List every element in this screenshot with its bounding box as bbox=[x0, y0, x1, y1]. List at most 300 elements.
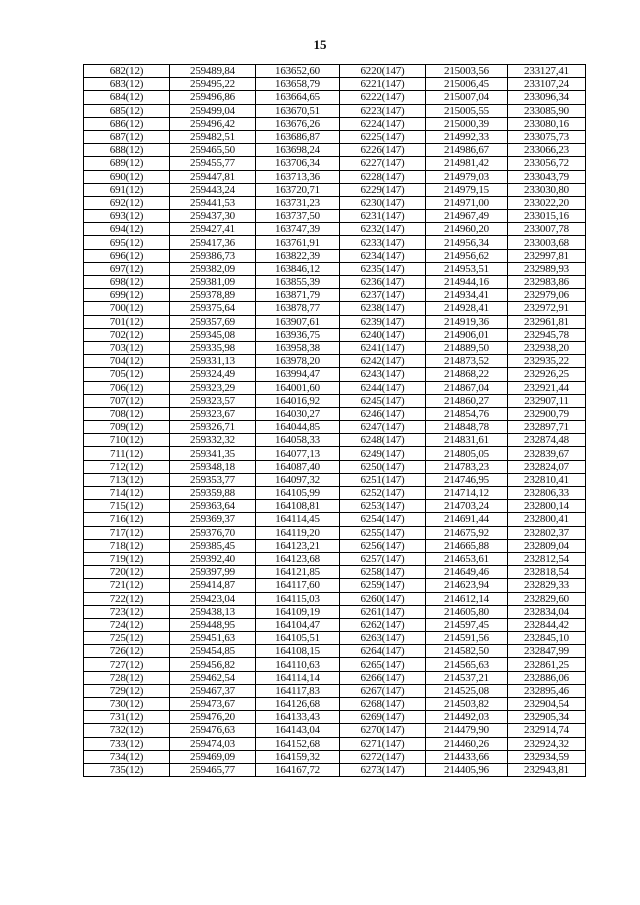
table-row bbox=[84, 526, 586, 539]
point-id-left-cell: 685(12) bbox=[84, 104, 170, 117]
x-coord-left-cell: 259473,67 bbox=[170, 698, 256, 711]
table-row bbox=[84, 262, 586, 275]
x-coord-right-cell: 214703,24 bbox=[426, 500, 508, 513]
point-id-left-cell: 699(12) bbox=[84, 289, 170, 302]
x-coord-left-cell: 259467,37 bbox=[170, 684, 256, 697]
y-coord-left-cell: 163698,24 bbox=[256, 144, 340, 157]
y-coord-right-cell: 233127,41 bbox=[508, 65, 586, 78]
x-coord-left-cell: 259447,81 bbox=[170, 170, 256, 183]
y-coord-left-cell: 163713,36 bbox=[256, 170, 340, 183]
y-coord-left-cell: 163670,51 bbox=[256, 104, 340, 117]
x-coord-left-cell: 259454,85 bbox=[170, 645, 256, 658]
y-coord-left-cell: 164097,32 bbox=[256, 473, 340, 486]
table-row bbox=[84, 368, 586, 381]
point-id-left-cell: 697(12) bbox=[84, 262, 170, 275]
table-row bbox=[84, 447, 586, 460]
x-coord-left-cell: 259499,04 bbox=[170, 104, 256, 117]
x-coord-left-cell: 259323,67 bbox=[170, 407, 256, 420]
y-coord-left-cell: 163978,20 bbox=[256, 355, 340, 368]
table-row bbox=[84, 302, 586, 315]
x-coord-left-cell: 259414,87 bbox=[170, 579, 256, 592]
point-id-right-cell: 6260(147) bbox=[340, 592, 426, 605]
y-coord-right-cell: 233043,79 bbox=[508, 170, 586, 183]
y-coord-left-cell: 163822,39 bbox=[256, 249, 340, 262]
point-id-right-cell: 6251(147) bbox=[340, 473, 426, 486]
x-coord-right-cell: 214944,16 bbox=[426, 276, 508, 289]
table-row bbox=[84, 196, 586, 209]
point-id-left-cell: 688(12) bbox=[84, 144, 170, 157]
y-coord-right-cell: 232934,59 bbox=[508, 750, 586, 763]
point-id-left-cell: 734(12) bbox=[84, 750, 170, 763]
y-coord-right-cell: 232979,06 bbox=[508, 289, 586, 302]
table-row bbox=[84, 78, 586, 91]
point-id-left-cell: 704(12) bbox=[84, 355, 170, 368]
table-row bbox=[84, 513, 586, 526]
point-id-left-cell: 714(12) bbox=[84, 487, 170, 500]
x-coord-right-cell: 214967,49 bbox=[426, 210, 508, 223]
y-coord-left-cell: 163994,47 bbox=[256, 368, 340, 381]
table-row bbox=[84, 170, 586, 183]
point-id-left-cell: 728(12) bbox=[84, 671, 170, 684]
point-id-left-cell: 733(12) bbox=[84, 737, 170, 750]
table-row bbox=[84, 223, 586, 236]
point-id-left-cell: 695(12) bbox=[84, 236, 170, 249]
point-id-right-cell: 6263(147) bbox=[340, 632, 426, 645]
y-coord-left-cell: 164077,13 bbox=[256, 447, 340, 460]
point-id-right-cell: 6262(147) bbox=[340, 618, 426, 631]
x-coord-right-cell: 214889,50 bbox=[426, 341, 508, 354]
y-coord-right-cell: 232935,22 bbox=[508, 355, 586, 368]
y-coord-right-cell: 232945,78 bbox=[508, 328, 586, 341]
point-id-left-cell: 690(12) bbox=[84, 170, 170, 183]
point-id-right-cell: 6243(147) bbox=[340, 368, 426, 381]
x-coord-right-cell: 214868,22 bbox=[426, 368, 508, 381]
y-coord-right-cell: 232961,81 bbox=[508, 315, 586, 328]
y-coord-right-cell: 232800,14 bbox=[508, 500, 586, 513]
y-coord-right-cell: 232812,54 bbox=[508, 552, 586, 565]
x-coord-left-cell: 259326,71 bbox=[170, 421, 256, 434]
x-coord-right-cell: 214928,41 bbox=[426, 302, 508, 315]
x-coord-left-cell: 259495,22 bbox=[170, 78, 256, 91]
y-coord-left-cell: 164044,85 bbox=[256, 421, 340, 434]
y-coord-right-cell: 232914,74 bbox=[508, 724, 586, 737]
point-id-right-cell: 6234(147) bbox=[340, 249, 426, 262]
x-coord-right-cell: 214714,12 bbox=[426, 487, 508, 500]
point-id-right-cell: 6247(147) bbox=[340, 421, 426, 434]
point-id-right-cell: 6255(147) bbox=[340, 526, 426, 539]
x-coord-right-cell: 214605,80 bbox=[426, 605, 508, 618]
x-coord-left-cell: 259397,99 bbox=[170, 566, 256, 579]
point-id-right-cell: 6222(147) bbox=[340, 91, 426, 104]
x-coord-left-cell: 259341,35 bbox=[170, 447, 256, 460]
x-coord-right-cell: 214537,21 bbox=[426, 671, 508, 684]
y-coord-right-cell: 233096,34 bbox=[508, 91, 586, 104]
table-row bbox=[84, 117, 586, 130]
point-id-left-cell: 710(12) bbox=[84, 434, 170, 447]
x-coord-left-cell: 259369,37 bbox=[170, 513, 256, 526]
y-coord-right-cell: 233007,78 bbox=[508, 223, 586, 236]
table-row bbox=[84, 328, 586, 341]
x-coord-left-cell: 259448,95 bbox=[170, 618, 256, 631]
x-coord-left-cell: 259476,20 bbox=[170, 711, 256, 724]
y-coord-left-cell: 164114,14 bbox=[256, 671, 340, 684]
y-coord-right-cell: 232972,91 bbox=[508, 302, 586, 315]
x-coord-left-cell: 259376,70 bbox=[170, 526, 256, 539]
table-row bbox=[84, 500, 586, 513]
x-coord-right-cell: 214956,34 bbox=[426, 236, 508, 249]
point-id-right-cell: 6272(147) bbox=[340, 750, 426, 763]
table-row bbox=[84, 421, 586, 434]
y-coord-left-cell: 163706,34 bbox=[256, 157, 340, 170]
x-coord-right-cell: 214960,20 bbox=[426, 223, 508, 236]
x-coord-left-cell: 259335,98 bbox=[170, 341, 256, 354]
x-coord-right-cell: 214953,51 bbox=[426, 262, 508, 275]
point-id-right-cell: 6257(147) bbox=[340, 552, 426, 565]
point-id-right-cell: 6248(147) bbox=[340, 434, 426, 447]
x-coord-left-cell: 259469,09 bbox=[170, 750, 256, 763]
point-id-left-cell: 684(12) bbox=[84, 91, 170, 104]
table-row bbox=[84, 91, 586, 104]
y-coord-left-cell: 163686,87 bbox=[256, 130, 340, 143]
x-coord-right-cell: 214873,52 bbox=[426, 355, 508, 368]
x-coord-right-cell: 214479,90 bbox=[426, 724, 508, 737]
point-id-right-cell: 6264(147) bbox=[340, 645, 426, 658]
x-coord-left-cell: 259451,63 bbox=[170, 632, 256, 645]
point-id-right-cell: 6239(147) bbox=[340, 315, 426, 328]
point-id-right-cell: 6256(147) bbox=[340, 539, 426, 552]
x-coord-right-cell: 214979,15 bbox=[426, 183, 508, 196]
point-id-right-cell: 6233(147) bbox=[340, 236, 426, 249]
point-id-left-cell: 712(12) bbox=[84, 460, 170, 473]
y-coord-right-cell: 232943,81 bbox=[508, 763, 586, 776]
y-coord-left-cell: 164143,04 bbox=[256, 724, 340, 737]
point-id-left-cell: 687(12) bbox=[84, 130, 170, 143]
y-coord-left-cell: 163747,39 bbox=[256, 223, 340, 236]
x-coord-left-cell: 259353,77 bbox=[170, 473, 256, 486]
x-coord-right-cell: 214612,14 bbox=[426, 592, 508, 605]
y-coord-left-cell: 164108,81 bbox=[256, 500, 340, 513]
x-coord-left-cell: 259385,45 bbox=[170, 539, 256, 552]
x-coord-right-cell: 214981,42 bbox=[426, 157, 508, 170]
point-id-left-cell: 723(12) bbox=[84, 605, 170, 618]
point-id-left-cell: 735(12) bbox=[84, 763, 170, 776]
x-coord-left-cell: 259423,04 bbox=[170, 592, 256, 605]
y-coord-left-cell: 164108,15 bbox=[256, 645, 340, 658]
point-id-right-cell: 6254(147) bbox=[340, 513, 426, 526]
x-coord-left-cell: 259417,36 bbox=[170, 236, 256, 249]
table-row bbox=[84, 341, 586, 354]
x-coord-right-cell: 214691,44 bbox=[426, 513, 508, 526]
x-coord-right-cell: 214665,88 bbox=[426, 539, 508, 552]
x-coord-right-cell: 214623,94 bbox=[426, 579, 508, 592]
y-coord-left-cell: 164087,40 bbox=[256, 460, 340, 473]
y-coord-right-cell: 232983,86 bbox=[508, 276, 586, 289]
point-id-right-cell: 6246(147) bbox=[340, 407, 426, 420]
y-coord-right-cell: 232895,46 bbox=[508, 684, 586, 697]
x-coord-right-cell: 214746,95 bbox=[426, 473, 508, 486]
table-row bbox=[84, 236, 586, 249]
x-coord-left-cell: 259345,08 bbox=[170, 328, 256, 341]
x-coord-left-cell: 259437,30 bbox=[170, 210, 256, 223]
point-id-right-cell: 6265(147) bbox=[340, 658, 426, 671]
point-id-left-cell: 701(12) bbox=[84, 315, 170, 328]
point-id-left-cell: 715(12) bbox=[84, 500, 170, 513]
point-id-right-cell: 6249(147) bbox=[340, 447, 426, 460]
point-id-right-cell: 6220(147) bbox=[340, 65, 426, 78]
x-coord-right-cell: 214979,03 bbox=[426, 170, 508, 183]
x-coord-left-cell: 259465,50 bbox=[170, 144, 256, 157]
y-coord-right-cell: 233080,16 bbox=[508, 117, 586, 130]
x-coord-left-cell: 259378,89 bbox=[170, 289, 256, 302]
point-id-left-cell: 706(12) bbox=[84, 381, 170, 394]
y-coord-right-cell: 232829,33 bbox=[508, 579, 586, 592]
x-coord-right-cell: 214675,92 bbox=[426, 526, 508, 539]
x-coord-right-cell: 214986,67 bbox=[426, 144, 508, 157]
y-coord-left-cell: 164123,21 bbox=[256, 539, 340, 552]
table-row bbox=[84, 566, 586, 579]
point-id-left-cell: 711(12) bbox=[84, 447, 170, 460]
page-number: 15 bbox=[313, 37, 327, 52]
x-coord-right-cell: 214525,08 bbox=[426, 684, 508, 697]
y-coord-left-cell: 164115,03 bbox=[256, 592, 340, 605]
point-id-right-cell: 6253(147) bbox=[340, 500, 426, 513]
table-row bbox=[84, 618, 586, 631]
point-id-right-cell: 6258(147) bbox=[340, 566, 426, 579]
table-row bbox=[84, 711, 586, 724]
x-coord-right-cell: 214848,78 bbox=[426, 421, 508, 434]
table-row bbox=[84, 394, 586, 407]
table-row bbox=[84, 724, 586, 737]
y-coord-right-cell: 232800,41 bbox=[508, 513, 586, 526]
point-id-left-cell: 682(12) bbox=[84, 65, 170, 78]
y-coord-right-cell: 232897,71 bbox=[508, 421, 586, 434]
point-id-left-cell: 696(12) bbox=[84, 249, 170, 262]
x-coord-left-cell: 259323,57 bbox=[170, 394, 256, 407]
y-coord-left-cell: 164152,68 bbox=[256, 737, 340, 750]
x-coord-right-cell: 214433,66 bbox=[426, 750, 508, 763]
table-row bbox=[84, 315, 586, 328]
table-row bbox=[84, 750, 586, 763]
x-coord-right-cell: 214597,45 bbox=[426, 618, 508, 631]
y-coord-right-cell: 232844,42 bbox=[508, 618, 586, 631]
table-row bbox=[84, 473, 586, 486]
y-coord-left-cell: 163658,79 bbox=[256, 78, 340, 91]
x-coord-right-cell: 214867,04 bbox=[426, 381, 508, 394]
point-id-right-cell: 6252(147) bbox=[340, 487, 426, 500]
point-id-right-cell: 6228(147) bbox=[340, 170, 426, 183]
table-row bbox=[84, 579, 586, 592]
x-coord-left-cell: 259441,53 bbox=[170, 196, 256, 209]
x-coord-left-cell: 259496,42 bbox=[170, 117, 256, 130]
table-row bbox=[84, 671, 586, 684]
y-coord-right-cell: 233022,20 bbox=[508, 196, 586, 209]
y-coord-left-cell: 164167,72 bbox=[256, 763, 340, 776]
x-coord-right-cell: 214956,62 bbox=[426, 249, 508, 262]
y-coord-left-cell: 163737,50 bbox=[256, 210, 340, 223]
y-coord-right-cell: 233056,72 bbox=[508, 157, 586, 170]
table-row bbox=[84, 539, 586, 552]
y-coord-left-cell: 164105,51 bbox=[256, 632, 340, 645]
point-id-right-cell: 6267(147) bbox=[340, 684, 426, 697]
x-coord-left-cell: 259359,88 bbox=[170, 487, 256, 500]
x-coord-left-cell: 259496,86 bbox=[170, 91, 256, 104]
y-coord-left-cell: 163664,65 bbox=[256, 91, 340, 104]
y-coord-right-cell: 233085,90 bbox=[508, 104, 586, 117]
y-coord-left-cell: 163958,38 bbox=[256, 341, 340, 354]
y-coord-left-cell: 163871,79 bbox=[256, 289, 340, 302]
x-coord-right-cell: 214460,26 bbox=[426, 737, 508, 750]
point-id-left-cell: 721(12) bbox=[84, 579, 170, 592]
table-row bbox=[84, 592, 586, 605]
table-row bbox=[84, 407, 586, 420]
y-coord-left-cell: 163878,77 bbox=[256, 302, 340, 315]
x-coord-left-cell: 259331,13 bbox=[170, 355, 256, 368]
table-row bbox=[84, 157, 586, 170]
table-row bbox=[84, 737, 586, 750]
point-id-left-cell: 716(12) bbox=[84, 513, 170, 526]
y-coord-left-cell: 164110,63 bbox=[256, 658, 340, 671]
x-coord-right-cell: 214992,33 bbox=[426, 130, 508, 143]
table-row bbox=[84, 632, 586, 645]
x-coord-right-cell: 214492,03 bbox=[426, 711, 508, 724]
point-id-right-cell: 6270(147) bbox=[340, 724, 426, 737]
point-id-left-cell: 727(12) bbox=[84, 658, 170, 671]
coordinates-table-body bbox=[84, 65, 586, 777]
point-id-left-cell: 719(12) bbox=[84, 552, 170, 565]
y-coord-right-cell: 232818,54 bbox=[508, 566, 586, 579]
y-coord-right-cell: 232924,32 bbox=[508, 737, 586, 750]
x-coord-left-cell: 259455,77 bbox=[170, 157, 256, 170]
table-row bbox=[84, 552, 586, 565]
y-coord-left-cell: 163936,75 bbox=[256, 328, 340, 341]
point-id-left-cell: 729(12) bbox=[84, 684, 170, 697]
point-id-left-cell: 713(12) bbox=[84, 473, 170, 486]
point-id-right-cell: 6269(147) bbox=[340, 711, 426, 724]
table-row bbox=[84, 249, 586, 262]
y-coord-right-cell: 232905,34 bbox=[508, 711, 586, 724]
y-coord-right-cell: 232907,11 bbox=[508, 394, 586, 407]
point-id-right-cell: 6231(147) bbox=[340, 210, 426, 223]
table-row bbox=[84, 144, 586, 157]
y-coord-right-cell: 232989,93 bbox=[508, 262, 586, 275]
point-id-right-cell: 6225(147) bbox=[340, 130, 426, 143]
x-coord-left-cell: 259482,51 bbox=[170, 130, 256, 143]
x-coord-left-cell: 259474,03 bbox=[170, 737, 256, 750]
x-coord-right-cell: 214860,27 bbox=[426, 394, 508, 407]
x-coord-left-cell: 259427,41 bbox=[170, 223, 256, 236]
point-id-right-cell: 6221(147) bbox=[340, 78, 426, 91]
table-row bbox=[84, 434, 586, 447]
y-coord-right-cell: 232847,99 bbox=[508, 645, 586, 658]
y-coord-right-cell: 232829,60 bbox=[508, 592, 586, 605]
point-id-left-cell: 703(12) bbox=[84, 341, 170, 354]
point-id-left-cell: 717(12) bbox=[84, 526, 170, 539]
x-coord-right-cell: 214906,01 bbox=[426, 328, 508, 341]
point-id-left-cell: 693(12) bbox=[84, 210, 170, 223]
x-coord-right-cell: 214565,63 bbox=[426, 658, 508, 671]
x-coord-right-cell: 214653,61 bbox=[426, 552, 508, 565]
y-coord-left-cell: 163731,23 bbox=[256, 196, 340, 209]
y-coord-left-cell: 164030,27 bbox=[256, 407, 340, 420]
y-coord-left-cell: 164123,68 bbox=[256, 552, 340, 565]
x-coord-left-cell: 259386,73 bbox=[170, 249, 256, 262]
y-coord-right-cell: 232824,07 bbox=[508, 460, 586, 473]
table-row bbox=[84, 645, 586, 658]
y-coord-left-cell: 164058,33 bbox=[256, 434, 340, 447]
table-row bbox=[84, 183, 586, 196]
x-coord-right-cell: 214854,76 bbox=[426, 407, 508, 420]
point-id-right-cell: 6236(147) bbox=[340, 276, 426, 289]
y-coord-right-cell: 233030,80 bbox=[508, 183, 586, 196]
y-coord-left-cell: 164133,43 bbox=[256, 711, 340, 724]
y-coord-right-cell: 233066,23 bbox=[508, 144, 586, 157]
y-coord-left-cell: 164016,92 bbox=[256, 394, 340, 407]
y-coord-left-cell: 164117,60 bbox=[256, 579, 340, 592]
y-coord-left-cell: 164117,83 bbox=[256, 684, 340, 697]
point-id-left-cell: 694(12) bbox=[84, 223, 170, 236]
point-id-left-cell: 689(12) bbox=[84, 157, 170, 170]
x-coord-right-cell: 214582,50 bbox=[426, 645, 508, 658]
point-id-left-cell: 730(12) bbox=[84, 698, 170, 711]
y-coord-left-cell: 163720,71 bbox=[256, 183, 340, 196]
y-coord-right-cell: 232834,04 bbox=[508, 605, 586, 618]
x-coord-left-cell: 259332,32 bbox=[170, 434, 256, 447]
y-coord-left-cell: 163846,12 bbox=[256, 262, 340, 275]
x-coord-left-cell: 259462,54 bbox=[170, 671, 256, 684]
x-coord-left-cell: 259375,64 bbox=[170, 302, 256, 315]
x-coord-right-cell: 215006,45 bbox=[426, 78, 508, 91]
x-coord-left-cell: 259443,24 bbox=[170, 183, 256, 196]
x-coord-left-cell: 259489,84 bbox=[170, 65, 256, 78]
point-id-right-cell: 6250(147) bbox=[340, 460, 426, 473]
point-id-right-cell: 6271(147) bbox=[340, 737, 426, 750]
point-id-right-cell: 6229(147) bbox=[340, 183, 426, 196]
x-coord-left-cell: 259381,09 bbox=[170, 276, 256, 289]
point-id-left-cell: 702(12) bbox=[84, 328, 170, 341]
point-id-right-cell: 6237(147) bbox=[340, 289, 426, 302]
y-coord-left-cell: 164159,32 bbox=[256, 750, 340, 763]
y-coord-left-cell: 163907,61 bbox=[256, 315, 340, 328]
x-coord-left-cell: 259382,09 bbox=[170, 262, 256, 275]
x-coord-left-cell: 259438,13 bbox=[170, 605, 256, 618]
y-coord-right-cell: 232921,44 bbox=[508, 381, 586, 394]
y-coord-left-cell: 164109,19 bbox=[256, 605, 340, 618]
x-coord-right-cell: 214934,41 bbox=[426, 289, 508, 302]
y-coord-left-cell: 164119,20 bbox=[256, 526, 340, 539]
y-coord-left-cell: 164104,47 bbox=[256, 618, 340, 631]
x-coord-right-cell: 214591,56 bbox=[426, 632, 508, 645]
point-id-right-cell: 6242(147) bbox=[340, 355, 426, 368]
coordinates-table bbox=[83, 64, 586, 777]
point-id-left-cell: 698(12) bbox=[84, 276, 170, 289]
y-coord-right-cell: 233015,16 bbox=[508, 210, 586, 223]
point-id-right-cell: 6226(147) bbox=[340, 144, 426, 157]
point-id-left-cell: 720(12) bbox=[84, 566, 170, 579]
y-coord-right-cell: 232997,81 bbox=[508, 249, 586, 262]
y-coord-right-cell: 232809,04 bbox=[508, 539, 586, 552]
y-coord-right-cell: 232810,41 bbox=[508, 473, 586, 486]
x-coord-left-cell: 259363,64 bbox=[170, 500, 256, 513]
y-coord-right-cell: 233107,24 bbox=[508, 78, 586, 91]
point-id-left-cell: 708(12) bbox=[84, 407, 170, 420]
y-coord-right-cell: 232900,79 bbox=[508, 407, 586, 420]
point-id-right-cell: 6241(147) bbox=[340, 341, 426, 354]
y-coord-right-cell: 232861,25 bbox=[508, 658, 586, 671]
y-coord-left-cell: 163761,91 bbox=[256, 236, 340, 249]
x-coord-left-cell: 259465,77 bbox=[170, 763, 256, 776]
y-coord-right-cell: 232806,33 bbox=[508, 487, 586, 500]
y-coord-right-cell: 232839,67 bbox=[508, 447, 586, 460]
